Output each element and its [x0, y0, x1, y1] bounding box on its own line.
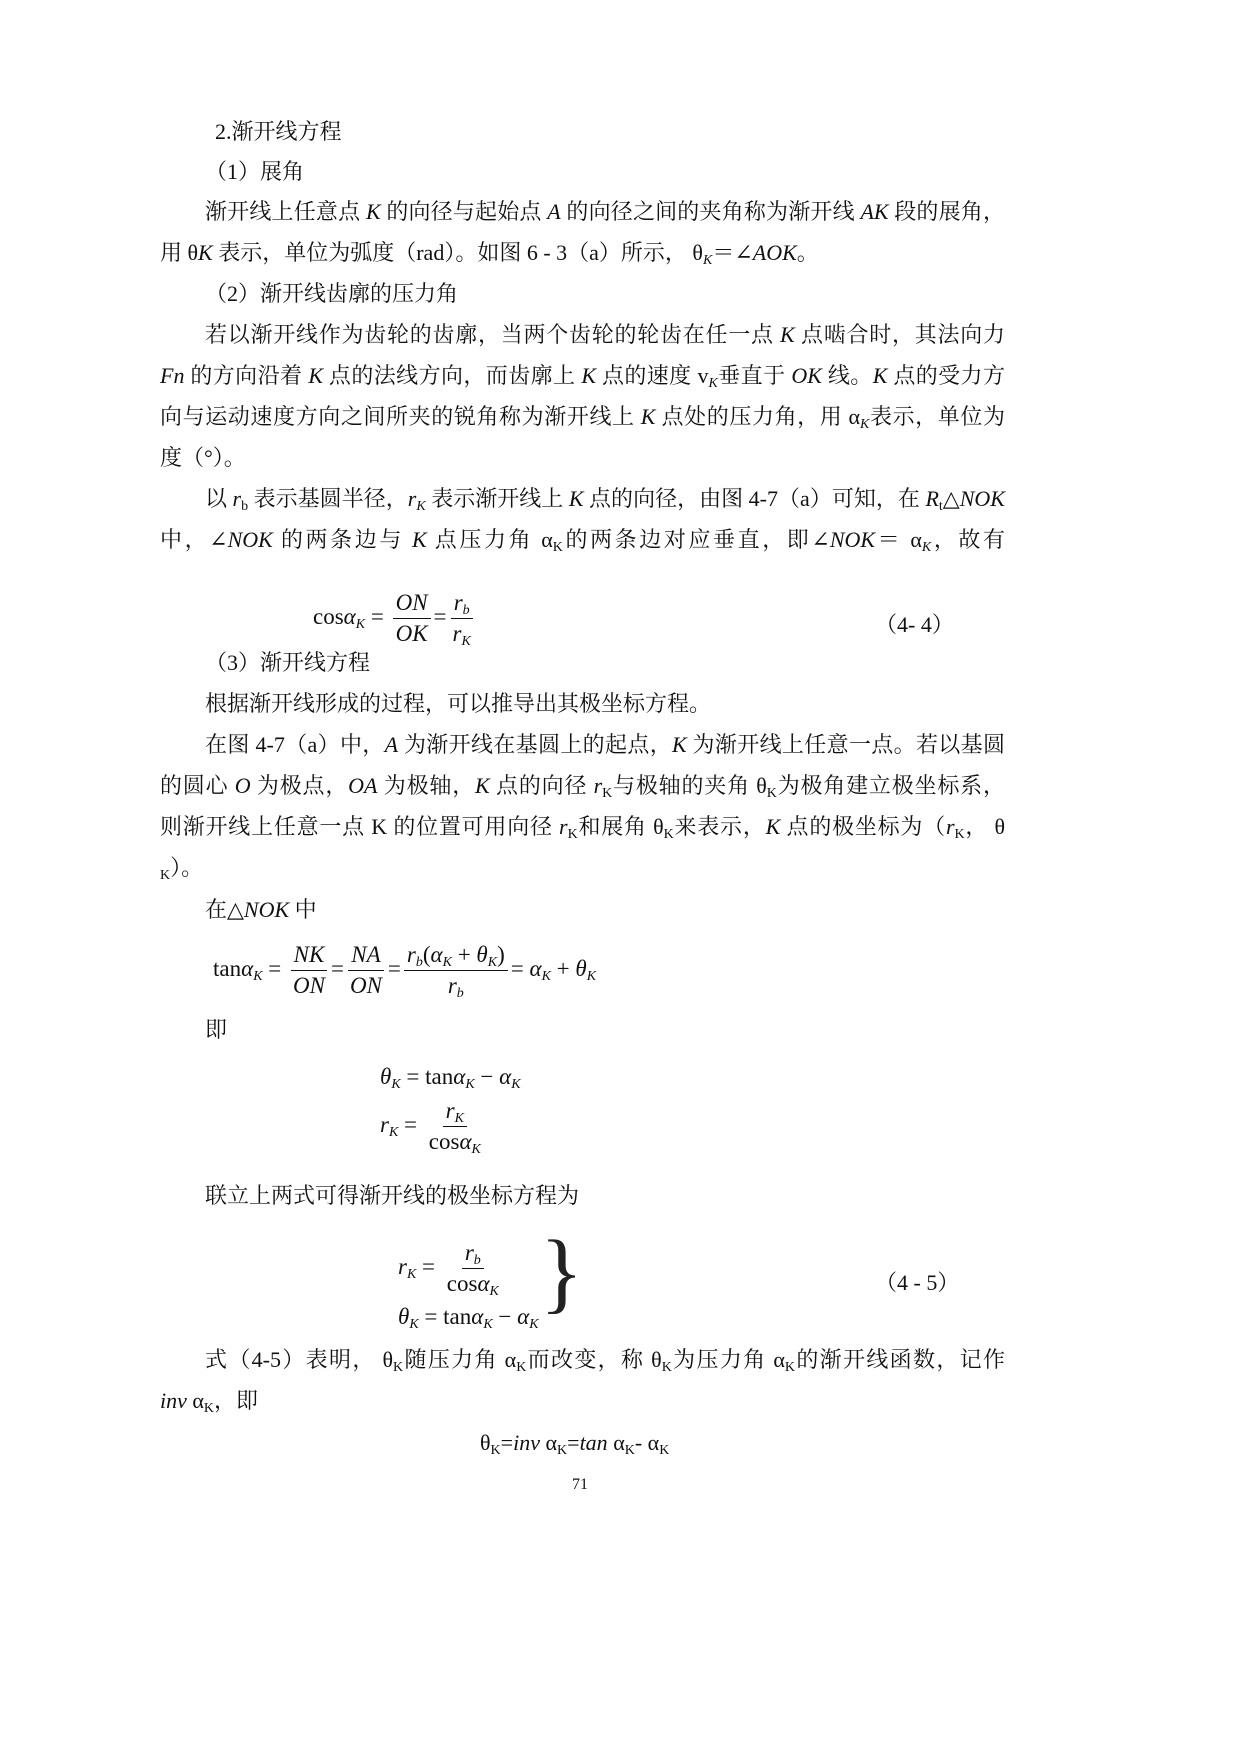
subscript: K	[253, 968, 263, 984]
text-run: 表示，单位为	[869, 404, 1005, 429]
subheading-1	[205, 158, 304, 186]
italic-symbol: α	[499, 1064, 512, 1089]
subscript: K	[659, 1443, 670, 1458]
subscript: K	[454, 1111, 464, 1126]
italic-symbol: α	[430, 942, 443, 967]
subscript: K	[529, 1317, 539, 1332]
paragraph-line	[205, 198, 1005, 226]
italic-symbol: θ	[575, 955, 587, 981]
page-number: 71	[572, 1476, 588, 1493]
text-run: 点啮合时，其法向力	[794, 322, 1005, 347]
italic-symbol: r	[447, 973, 457, 998]
text-run: 的方向沿着	[184, 363, 309, 388]
text-run: cos	[428, 1129, 460, 1154]
text-run: = tan	[400, 1064, 454, 1089]
equation-number-4-4: （4- 4）	[875, 612, 954, 637]
subscript: b	[462, 603, 470, 618]
italic-symbol: r	[407, 486, 417, 511]
subscript: K	[567, 827, 578, 842]
text-run: （3）渐开线方程	[205, 650, 371, 675]
text-run: =	[330, 955, 344, 981]
fraction	[426, 1096, 484, 1157]
subscript: K	[465, 1077, 475, 1092]
fraction-numerator	[462, 1238, 484, 1269]
subscript: K	[442, 955, 452, 970]
subheading-2	[205, 280, 458, 308]
formula-frk	[380, 1096, 487, 1157]
text-run: +	[451, 942, 477, 967]
subscript: K	[552, 540, 563, 555]
text-run: =	[567, 1430, 580, 1455]
text-run: 为渐开线上任意一点。若以基圆	[686, 732, 1005, 757]
text-run: 的向径之间的夹角称为渐开线	[560, 199, 861, 224]
text-run: =	[262, 955, 288, 981]
text-run: =	[500, 1430, 514, 1455]
text-run: −	[474, 1064, 500, 1089]
subscript: K	[860, 417, 870, 432]
text-run: =	[387, 955, 401, 981]
text-run: 的两条边与	[272, 527, 413, 552]
subscript: b	[456, 986, 464, 1001]
fraction-numerator	[451, 588, 473, 619]
text-run: ，故有	[931, 527, 1006, 552]
italic-symbol: ON	[395, 590, 428, 615]
text-run: 和展角 θ	[577, 814, 664, 839]
subscript: K	[557, 1443, 568, 1458]
text-run: ）。	[170, 855, 204, 880]
text-run: )	[497, 942, 505, 967]
text-run: 表示渐开线上	[425, 486, 569, 511]
equation-number-4-5: （4 - 5）	[875, 1270, 960, 1295]
text-run: ＝∠	[712, 240, 753, 265]
formula-fsys1	[398, 1238, 505, 1299]
formula-f44	[313, 588, 477, 649]
text-run: 垂直于	[717, 363, 792, 388]
text-run: 若以渐开线作为齿轮的齿廓，当两个齿轮的轮齿在任一点	[205, 322, 781, 347]
paragraph-line	[205, 1346, 1005, 1374]
fraction-numerator	[393, 588, 431, 619]
text-run: −	[492, 1304, 518, 1329]
italic-symbol: AOK	[752, 240, 797, 265]
paragraph-line	[205, 1182, 579, 1210]
paragraph-line	[160, 239, 819, 267]
subscript: K	[406, 1266, 417, 1282]
fraction-denominator	[393, 619, 431, 649]
subscript: K	[511, 1077, 521, 1092]
text-run: θ	[480, 1430, 491, 1455]
paragraph-line	[160, 526, 1005, 554]
paragraph-line	[160, 772, 1005, 800]
paragraph-line	[160, 362, 1005, 390]
italic-symbol: AK	[860, 199, 889, 224]
italic-symbol: K	[475, 773, 490, 798]
italic-symbol: NOK	[959, 486, 1005, 511]
text-run: 点的极坐标为（	[780, 814, 946, 839]
paragraph-line	[160, 854, 203, 882]
subscript: K	[624, 1443, 635, 1458]
italic-symbol: K	[780, 322, 795, 347]
text-run: 为极角建立极坐标系，	[776, 773, 1005, 798]
italic-symbol: OK	[395, 621, 428, 646]
italic-symbol: α	[459, 1129, 472, 1154]
subscript: K	[586, 968, 597, 984]
subscript: K	[487, 955, 498, 970]
text-run: 的渐开线函数，记作	[794, 1347, 1005, 1372]
text-run: 在图 4-7（a）中，	[205, 732, 385, 757]
text-run: 为极点，	[250, 773, 349, 798]
italic-symbol: K	[412, 527, 427, 552]
text-run: 度（°）。	[160, 445, 246, 470]
text-run: 联立上两式可得渐开线的极坐标方程为	[205, 1183, 580, 1208]
italic-symbol: θ	[398, 1304, 410, 1329]
text-run: 。	[796, 240, 819, 265]
text-run: 线。	[821, 363, 873, 388]
paragraph-line	[205, 896, 317, 924]
paragraph-line	[205, 731, 1005, 759]
italic-symbol: OK	[791, 363, 822, 388]
fraction-denominator	[445, 971, 467, 1001]
text-run: =	[416, 1253, 441, 1279]
italic-symbol: α	[241, 955, 254, 981]
italic-symbol: inv	[160, 1388, 187, 1413]
text-run: α	[186, 1388, 204, 1413]
italic-symbol: θ	[380, 1064, 392, 1089]
fraction-denominator	[426, 1127, 484, 1157]
subscript: K	[489, 1284, 499, 1299]
italic-symbol: α	[517, 1304, 530, 1329]
italic-symbol: r	[452, 621, 462, 646]
text-run: △	[942, 486, 960, 511]
paragraph-line	[205, 1016, 227, 1044]
italic-symbol: r	[559, 814, 568, 839]
fraction-numerator	[348, 940, 383, 971]
paragraph-line	[205, 321, 1005, 349]
text-run: 点的向径，由图 4-7（a）可知，在	[583, 486, 926, 511]
paragraph-line	[160, 813, 1005, 841]
italic-symbol: NOK	[227, 527, 273, 552]
fraction-numerator	[443, 1096, 467, 1127]
text-run: α	[607, 1430, 625, 1455]
subscript: K	[661, 1360, 672, 1375]
italic-symbol: A	[547, 199, 561, 224]
text-run: 的圆心	[160, 773, 235, 798]
subscript: K	[490, 1443, 501, 1458]
text-run: =	[398, 1111, 423, 1137]
formula-ftan	[213, 940, 596, 1001]
subscript: K	[921, 540, 932, 555]
text-run: 点的法线方向，而齿廓上	[323, 363, 582, 388]
text-run: =	[510, 955, 530, 981]
text-run: 向与运动速度方向之间所夹的锐角称为渐开线上	[160, 404, 641, 429]
text-run: 中，∠	[160, 527, 228, 552]
paragraph-line	[205, 690, 711, 718]
subscript: K	[708, 376, 718, 391]
text-run: （1）展角	[205, 159, 305, 184]
italic-symbol: K	[640, 404, 656, 429]
text-run: tan	[213, 955, 242, 981]
italic-symbol: r	[398, 1253, 407, 1279]
subscript: K	[393, 1360, 404, 1375]
text-run: (	[422, 942, 431, 967]
fraction	[290, 940, 328, 1001]
italic-symbol: α	[471, 1304, 484, 1329]
italic-symbol: ON	[293, 973, 325, 998]
text-run: ＝ α	[875, 527, 922, 552]
text-run: 与极轴的夹角 θ	[612, 773, 767, 798]
italic-symbol: tan	[579, 1430, 608, 1455]
italic-symbol: θ	[476, 942, 488, 967]
fraction-denominator	[450, 619, 474, 649]
text-run: 随压力角 α	[403, 1347, 517, 1372]
fraction	[450, 588, 474, 649]
paragraph-line	[160, 1387, 258, 1415]
text-run: 即	[205, 1017, 228, 1042]
text-run: ， θ	[964, 814, 1005, 839]
italic-symbol: r	[453, 590, 463, 615]
text-run: ，即	[214, 1388, 259, 1413]
text-run: 来表示，	[673, 814, 766, 839]
text-run: 式（4-5）表明， θ	[205, 1347, 394, 1372]
italic-symbol: NK	[293, 942, 325, 967]
subscript: b	[241, 499, 249, 514]
text-run: 段的展角，	[888, 199, 1005, 224]
italic-symbol: NA	[351, 942, 381, 967]
paragraph-line	[160, 403, 1005, 431]
fraction-numerator	[291, 940, 328, 971]
italic-symbol: O	[234, 773, 251, 798]
italic-symbol: r	[380, 1111, 389, 1137]
formula-ftheta	[380, 1064, 521, 1090]
fraction	[404, 940, 508, 1001]
italic-symbol: ON	[349, 973, 382, 998]
text-run: 则渐开线上任意一点 K 的位置可用向径	[160, 814, 560, 839]
text-run: 为压力角 α	[671, 1347, 785, 1372]
italic-symbol: A	[384, 732, 399, 757]
italic-symbol: α	[477, 1271, 490, 1296]
text-run: 点的向径	[489, 773, 594, 798]
fraction-denominator	[444, 1269, 502, 1299]
subscript: t	[938, 499, 943, 514]
paragraph-line	[160, 444, 246, 472]
italic-symbol: R	[925, 486, 939, 511]
inline-formula	[480, 1429, 669, 1457]
subscript: K	[766, 786, 777, 801]
subscript: K	[483, 1317, 493, 1332]
section-heading	[215, 118, 342, 146]
subscript: K	[203, 1401, 215, 1416]
text-run: =	[365, 603, 390, 629]
subscript: K	[602, 786, 613, 801]
text-run: 用 θ	[160, 240, 199, 265]
text-run: 点压力角 α	[426, 527, 553, 552]
text-run: cos	[313, 603, 344, 629]
italic-symbol: K	[198, 240, 213, 265]
subscript: K	[160, 868, 171, 883]
system-right-brace: }	[540, 1223, 584, 1322]
fraction-denominator	[290, 971, 328, 1001]
subscript: K	[516, 1360, 527, 1375]
text-run: （2）渐开线齿廓的压力角	[205, 281, 459, 306]
subscript: b	[473, 1253, 481, 1268]
paragraph-line	[205, 485, 1005, 513]
fraction	[393, 588, 431, 649]
text-run: 而改变，称 θ	[526, 1347, 662, 1372]
italic-symbol: K	[765, 814, 781, 839]
fraction-numerator	[404, 940, 508, 971]
subscript: K	[355, 616, 366, 632]
subscript: K	[461, 634, 471, 649]
subheading-3	[205, 649, 370, 677]
italic-symbol: inv	[513, 1430, 540, 1455]
subscript: K	[702, 253, 713, 268]
text-run: 的向径与起始点	[380, 199, 548, 224]
text-run: 根据渐开线形成的过程，可以推导出其极坐标方程。	[205, 691, 712, 716]
text-run: 2.渐开线方程	[215, 119, 342, 144]
subscript: b	[415, 955, 423, 970]
italic-symbol: K	[581, 363, 597, 388]
fraction-denominator	[347, 971, 385, 1001]
text-run: - α	[634, 1430, 660, 1455]
italic-symbol: r	[464, 1240, 474, 1265]
subscript: K	[663, 827, 674, 842]
text-run: 在△	[205, 897, 244, 922]
text-run: =	[433, 603, 447, 629]
text-run: 点的速度 v	[596, 363, 709, 388]
formula-fsys2	[398, 1304, 539, 1330]
fraction	[444, 1238, 502, 1299]
text-run: 的两条边对应垂直，即∠	[562, 527, 830, 552]
italic-symbol: K	[672, 732, 687, 757]
italic-symbol: r	[232, 486, 242, 511]
italic-symbol: OA	[348, 773, 378, 798]
text-run: 点的受力方	[887, 363, 1005, 388]
italic-symbol: Fn	[160, 363, 185, 388]
subscript: K	[416, 499, 426, 514]
text-run: cos	[446, 1271, 478, 1296]
italic-symbol: K	[308, 363, 324, 388]
italic-symbol: K	[568, 486, 584, 511]
text-run: 以	[205, 486, 233, 511]
italic-symbol: r	[445, 1098, 455, 1123]
italic-symbol: K	[365, 199, 381, 224]
text-run: = tan	[418, 1304, 472, 1329]
text-run: 表示，单位为弧度（rad）。如图 6 - 3（a）所示， θ	[212, 240, 703, 265]
italic-symbol: r	[593, 773, 603, 798]
text-run: 为渐开线在基圆上的起点，	[398, 732, 673, 757]
subscript: K	[409, 1317, 419, 1332]
italic-symbol: r	[945, 814, 955, 839]
italic-symbol: α	[529, 955, 542, 981]
fraction	[347, 940, 385, 1001]
text-run: 为极轴，	[377, 773, 476, 798]
text-run: 表示基圆半径，	[248, 486, 408, 511]
subscript: K	[541, 968, 551, 984]
italic-symbol: NOK	[829, 527, 876, 552]
text-run: +	[550, 955, 576, 981]
subscript: K	[954, 827, 965, 842]
text-run: α	[539, 1430, 558, 1455]
subscript: K	[388, 1124, 399, 1140]
text-run: 中	[289, 897, 317, 922]
subscript: K	[471, 1142, 481, 1157]
italic-symbol: K	[872, 363, 888, 388]
italic-symbol: α	[343, 603, 356, 629]
text-run: 点处的压力角，用 α	[655, 404, 861, 429]
italic-symbol: α	[453, 1064, 466, 1089]
subscript: K	[784, 1360, 795, 1375]
italic-symbol: r	[406, 942, 416, 967]
text-run: 渐开线上任意点	[205, 199, 366, 224]
italic-symbol: NOK	[243, 897, 290, 922]
subscript: K	[391, 1077, 401, 1092]
